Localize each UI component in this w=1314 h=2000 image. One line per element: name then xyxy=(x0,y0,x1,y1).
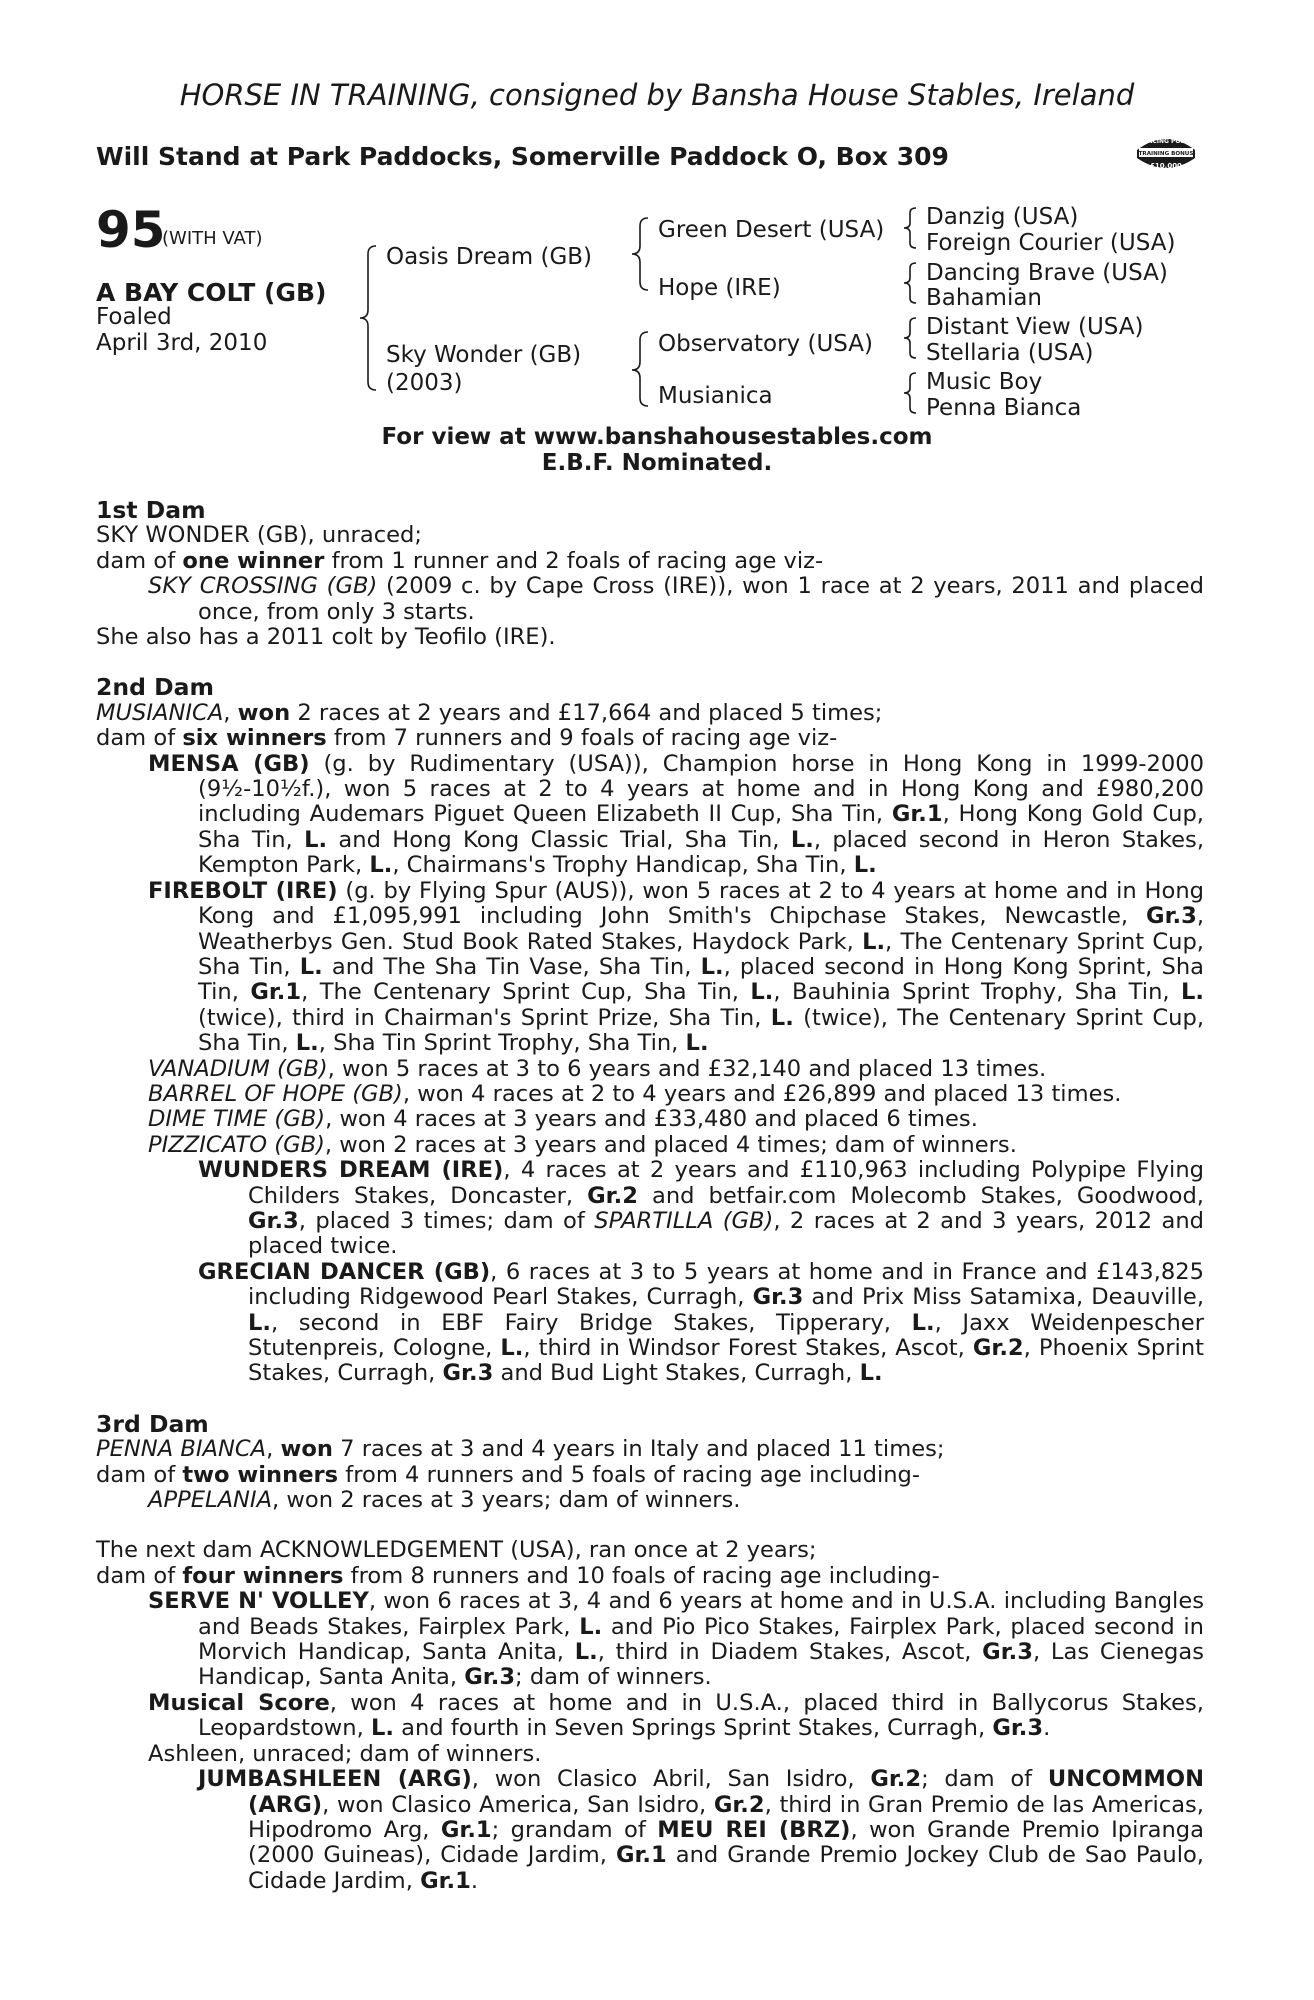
dam4-progeny-musical-score: Musical Score, won 4 races at home and in U.S.A., placed third in Ballycorus Stakes, Leopardstown, L. and fourth in Seven Springs Sprint Stakes, Curragh, Gr.3. xyxy=(148,1689,1204,1742)
pedigree-notes xyxy=(96,498,1204,1894)
dam4-progeny-ashleen: Ashleen, unraced; dam of winners. xyxy=(148,1740,542,1767)
badge-bottom-text: £10,000 xyxy=(1150,162,1182,170)
dam2-progeny-mensa: MENSA (GB) (g. by Rudimentary (USA)), Champion horse in Hong Kong in 1999-2000 (9½-10½f.), won 5 races at 2 to 4 years at home and in Hong Kong and £980,200 including Audemars Piguet Queen Elizabeth II Cup, Sha Tin, Gr.1, Hong Kong Gold Cup, Sha Tin, L. and Hong Kong Classic Trial, Sha Tin, L., placed second in Heron Stakes, Kempton Park, L., Chairmans's Trophy Handicap, Sha Tin, L. xyxy=(148,750,1204,879)
pedigree-ssd: Foreign Courier (USA) xyxy=(926,230,1176,256)
dam3-progeny-appelania: APPELANIA, won 2 races at 3 years; dam of winners. xyxy=(148,1487,741,1514)
pedigree-dam-year: (2003) xyxy=(386,370,463,396)
foaled-date: April 3rd, 2010 xyxy=(96,330,268,356)
dam4-progeny-serve-n-volley: SERVE N' VOLLEY, won 6 races at 3, 4 and 6 years at home and in U.S.A. including Bangles and Beads Stakes, Fairplex Park, L. and Pio Pico Stakes, Fairplex Park, placed second in Morvich Handicap, Santa Anita, L., third in Diadem Stakes, Ascot, Gr.3, Las Cienegas Handicap, Santa Anita, Gr.3; dam of winners. xyxy=(148,1588,1204,1691)
dam4-line: The next dam ACKNOWLEDGEMENT (USA), ran once at 2 years; xyxy=(96,1537,817,1564)
pedigree-dss: Distant View (USA) xyxy=(926,314,1144,340)
lot-number: 95 xyxy=(96,201,166,259)
dam1-progeny: SKY CROSSING (GB) (2009 c. by Cape Cross (IRE)), won 1 race at 2 years, 2011 and placed once, from only 3 starts. xyxy=(148,573,1204,625)
pedigree-dam: Sky Wonder (GB) xyxy=(386,342,582,368)
pedigree-brackets xyxy=(0,0,1314,440)
vat-note: (WITH VAT) xyxy=(162,228,263,249)
view-website-line: For view at www.banshahousestables.com xyxy=(381,424,933,450)
pedigree-ddd: Penna Bianca xyxy=(926,395,1082,421)
stand-location: Will Stand at Park Paddocks, Somerville Paddock O, Box 309 xyxy=(96,142,949,171)
dam1-note: She also has a 2011 colt by Teofilo (IRE). xyxy=(96,624,556,651)
dam1-line: SKY WONDER (GB), unraced; xyxy=(96,522,422,549)
page-title: HORSE IN TRAINING, consigned by Bansha House Stables, Ireland xyxy=(179,78,1135,112)
pedigree-sire: Oasis Dream (GB) xyxy=(386,244,593,270)
dam1-produce-line: dam of one winner from 1 runner and 2 foals of racing age viz- xyxy=(96,547,824,574)
dam2-grandprogeny-wunders-dream: WUNDERS DREAM (IRE), 4 races at 2 years and £110,963 including Polypipe Flying Childers Stakes, Doncaster, Gr.2 and betfair.com Molecomb Stakes, Goodwood, Gr.3, placed 3 times; dam of SPARTILLA (GB), 2 races at 2 and 3 years, 2012 and placed twice. xyxy=(198,1157,1204,1260)
pedigree-sss: Danzig (USA) xyxy=(926,204,1079,230)
pedigree-dsd: Stellaria (USA) xyxy=(926,340,1094,366)
badge-top-text: RACING POST xyxy=(1143,138,1189,145)
pedigree-sds: Dancing Brave (USA) xyxy=(926,260,1168,286)
dam1-heading: 1st Dam xyxy=(96,496,206,524)
dam2-line: MUSIANICA, won 2 races at 2 years and £17,664 and placed 5 times; xyxy=(96,699,883,726)
pedigree-sdd: Bahamian xyxy=(926,285,1043,311)
dam2-progeny-firebolt: FIREBOLT (IRE) (g. by Flying Spur (AUS)), won 5 races at 2 to 4 years at home and in Hong Kong and £1,095,991 including John Smith's Chipchase Stakes, Newcastle, Gr.3, Weatherbys Gen. Stud Book Rated Stakes, Haydock Park, L., The Centenary Sprint Cup, Sha Tin, L. and The Sha Tin Vase, Sha Tin, L., placed second in Hong Kong Sprint, Sha Tin, Gr.1, The Centenary Sprint Cup, Sha Tin, L., Bauhinia Sprint Trophy, Sha Tin, L. (twice), third in Chairman's Sprint Prize, Sha Tin, L. (twice), The Centenary Sprint Cup, Sha Tin, L., Sha Tin Sprint Trophy, Sha Tin, L. xyxy=(148,877,1205,1057)
dam2-progeny-pizzicato: PIZZICATO (GB), won 2 races at 3 years and placed 4 times; dam of winners. xyxy=(148,1131,1017,1158)
ebf-nominated: E.B.F. Nominated. xyxy=(541,450,773,476)
pedigree-sire-sire: Green Desert (USA) xyxy=(658,217,885,243)
badge-mid-text: TRAINING BONUS xyxy=(1138,151,1194,157)
dam3-produce-line: dam of two winners from 4 runners and 5 foals of racing age including- xyxy=(96,1461,921,1488)
dam3-line: PENNA BIANCA, won 7 races at 3 and 4 years in Italy and placed 11 times; xyxy=(96,1436,945,1463)
foaled-label: Foaled xyxy=(96,304,172,330)
pedigree-dds: Music Boy xyxy=(926,369,1043,395)
dam2-progeny-dime-time: DIME TIME (GB), won 4 races at 3 years and £33,480 and placed 6 times. xyxy=(148,1106,978,1133)
lot-name: A BAY COLT (GB) xyxy=(96,278,327,307)
pedigree-dam-dam: Musianica xyxy=(658,383,773,409)
dam2-grandprogeny-grecian-dancer: GRECIAN DANCER (GB), 6 races at 3 to 5 years at home and in France and £143,825 including Ridgewood Pearl Stakes, Curragh, Gr.3 and Prix Miss Satamixa, Deauville, L., second in EBF Fairy Bridge Stakes, Tipperary, L., Jaxx Weidenpescher Stutenpreis, Cologne, L., third in Windsor Forest Stakes, Ascot, Gr.2, Phoenix Sprint Stakes, Curragh, Gr.3 and Bud Light Stakes, Curragh, L. xyxy=(198,1258,1205,1387)
pedigree-sire-dam: Hope (IRE) xyxy=(658,275,781,301)
pedigree-dam-sire: Observatory (USA) xyxy=(658,331,874,357)
dam2-progeny-vanadium: VANADIUM (GB), won 5 races at 3 to 6 years and £32,140 and placed 13 times. xyxy=(148,1055,1047,1082)
dam2-produce-line: dam of six winners from 7 runners and 9 foals of racing age viz- xyxy=(96,725,838,752)
dam2-heading: 2nd Dam xyxy=(96,673,214,702)
dam4-grandprogeny-jumbashleen: JUMBASHLEEN (ARG), won Clasico Abril, San Isidro, Gr.2; dam of UNCOMMON (ARG), won Clasico America, San Isidro, Gr.2, third in Gran Premio de las Americas, Hipodromo Arg, Gr.1; grandam of MEU REI (BRZ), won Grande Premio Ipiranga (2000 Guineas), Cidade Jardim, Gr.1 and Grande Premio Jockey Club de Sao Paulo, Cidade Jardim, Gr.1. xyxy=(198,1766,1204,1894)
dam3-heading: 3rd Dam xyxy=(96,1409,209,1438)
dam2-progeny-barrel-of-hope: BARREL OF HOPE (GB), won 4 races at 2 to 4 years and £26,899 and placed 13 times. xyxy=(148,1080,1122,1107)
dam4-produce-line: dam of four winners from 8 runners and 10 foals of racing age including- xyxy=(96,1562,940,1589)
